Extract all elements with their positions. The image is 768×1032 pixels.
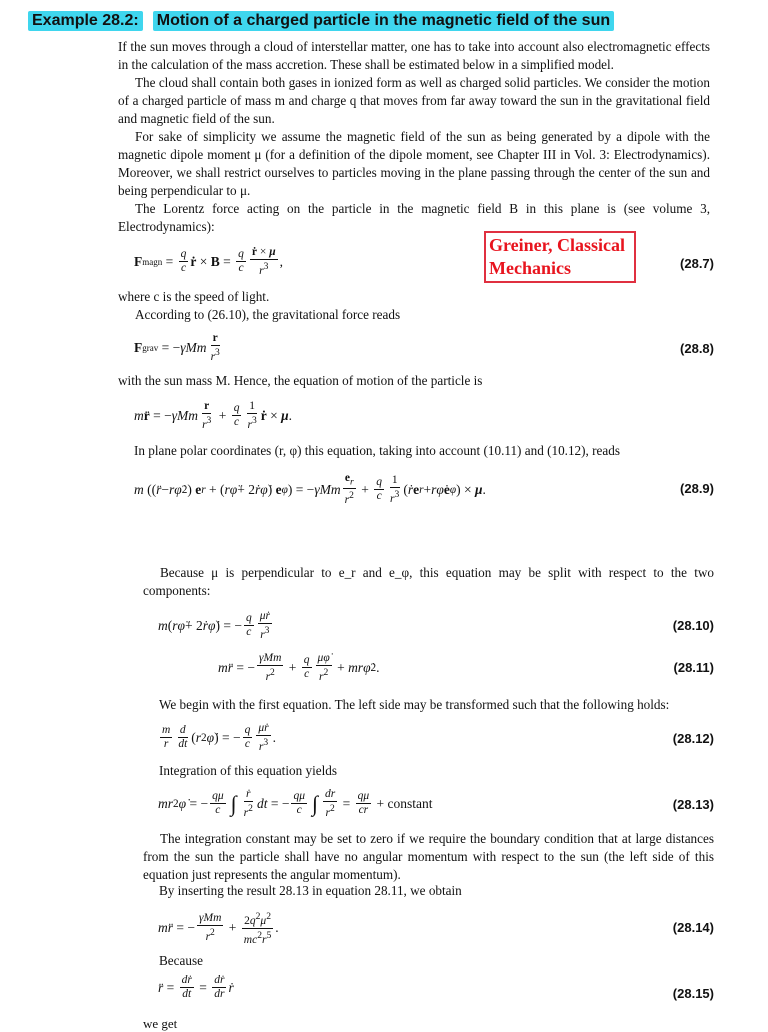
paragraph-dipole: For sake of simplicity we assume the magnetic field of the sun as being generated by a dipole with the magnetic dipole moment μ (for a definition of the dipole moment, see Chapter III in Vol. 3: Electrodynamics). Moreover, we shall restrict ourselves to particles moving in the plane passing through the center of the sun and being perpendicular to μ. [118, 129, 710, 198]
equation-of-motion: m r̈ = − γMm $\frac{r}{r^3}$ + $\frac{q}{c}$ $\frac{1}{r^3}$ ṙ × μ . [134, 400, 293, 431]
equation-chain-rule: r̈ = $\frac{\text{dṙ}}{dt}$ = $\frac{\text{dṙ}}{dr}$ ṙ [158, 974, 234, 1000]
equation-number-28-12: (28.12) [672, 731, 714, 746]
paragraph-intro: If the sun moves through a cloud of interstellar matter, one has to take into account also electromagnetic effects in the calculation of the mass accretion. These shall be estimated below in a simplified model. [118, 39, 710, 72]
paragraph-integration: Integration of this equation yields [159, 763, 337, 778]
equation-gravitational-force: F grav = − γMm $\frac{r}{r^3}$ [134, 332, 220, 363]
equation-angular-component: m ( rφ̈ + 2 ṙφ̇ ) = − $\frac{q}{c}$ $\frac{\text{μṙ}}{r^3}$ [158, 610, 270, 641]
equation-lorentz-force: F magn = $\frac{q}{c}$ ṙ × B = $\frac{q}{c}$ $\frac{\text{ṙ × μ}}{r^3}$ , [134, 246, 284, 277]
equation-radial-component: mr̈ = − $\frac{\text{γMm}}{r^2}$ + $\frac{q}{c}$ $\frac{\mu\varphi̇}{r^2}$ + mrφ̇ 2 . [218, 652, 380, 683]
paragraph-speed-of-light: where c is the speed of light. [118, 289, 270, 304]
source-note: Greiner, Classical Mechanics [484, 231, 636, 283]
paragraph-inserting: By inserting the result 28.13 in equation 28.11, we obtain [159, 883, 462, 898]
equation-number-28-9: (28.9) [680, 481, 714, 496]
paragraph-polar-coordinates: In plane polar coordinates (r, φ) this equation, taking into account (10.11) and (10.12), reads [134, 443, 620, 458]
paragraph-we-get: we get [143, 1016, 178, 1031]
paragraph-lorentz: The Lorentz force acting on the particle in the magnetic field B in this plane is (see volume 3, Electrodynamics): [118, 201, 710, 234]
equation-transformed: $\frac{m}{r}$ $\frac{d}{dt}$ ( r 2 φ̇ ) = − $\frac{q}{c}$ $\frac{\text{μṙ}}{r^3}$ . [162, 722, 276, 753]
constant-label: constant [387, 795, 433, 811]
example-title: Motion of a charged particle in the magnetic field of the sun [153, 11, 614, 31]
paragraph-gravity: According to (26.10), the gravitational force reads [135, 307, 401, 322]
equation-number-28-15: (28.15) [672, 986, 714, 1001]
equation-radial-result: mr̈ = − $\frac{\text{γMm}}{r^2}$ + $\frac{2q^2\mu^2}{mc^2r^5}$ . [158, 911, 279, 946]
equation-number-28-11: (28.11) [673, 660, 714, 675]
equation-integrated: mr 2 φ̇ = − $\frac{q\mu}{c}$ ∫ $\frac{\text{ṙ}}{r^2}$ dt = − $\frac{q\mu}{c}$ ∫ $\frac{dr}{r^2}$ = $\frac{q\mu}{cr}$ + constant [158, 788, 433, 819]
equation-number-28-14: (28.14) [672, 920, 714, 935]
paragraph-boundary-condition: The integration constant may be set to zero if we require the boundary condition that at large distances from the sun the particle shall have no angular momentum with respect to the sun (the left side of this equation just represents the angular momentum). [143, 831, 714, 882]
example-label: Example 28.2: [28, 11, 143, 31]
paragraph-components: Because μ is perpendicular to e_r and e_φ, this equation may be split with respect to the two components: [143, 565, 714, 598]
equation-number-28-13: (28.13) [672, 797, 714, 812]
paragraph-sun-mass: with the sun mass M. Hence, the equation of motion of the particle is [118, 373, 483, 388]
paragraph-first-equation: We begin with the first equation. The left side may be transformed such that the following holds: [159, 697, 670, 712]
paragraph-cloud: The cloud shall contain both gases in ionized form as well as charged solid particles. We consider the motion of a charged particle of mass m and charge q that moves from far away toward the sun in the gravitational field and magnetic field of the sun. [118, 75, 710, 126]
paragraph-because: Because [159, 953, 203, 968]
equation-number-28-7: (28.7) [680, 256, 714, 271]
equation-number-28-10: (28.10) [672, 618, 714, 633]
equation-number-28-8: (28.8) [680, 341, 714, 356]
example-heading [28, 11, 614, 31]
equation-polar-motion: m (( r̈ − rφ̇ 2 ) e r + ( rφ̈ + 2 ṙφ̇ ) e φ ) = − γMm $\frac{e_r}{r^2}$ + $\frac{q}{c}$ $\frac{1}{r^3}$ ( ṙ e r + rφ̇ e φ ) × μ . [134, 472, 486, 507]
